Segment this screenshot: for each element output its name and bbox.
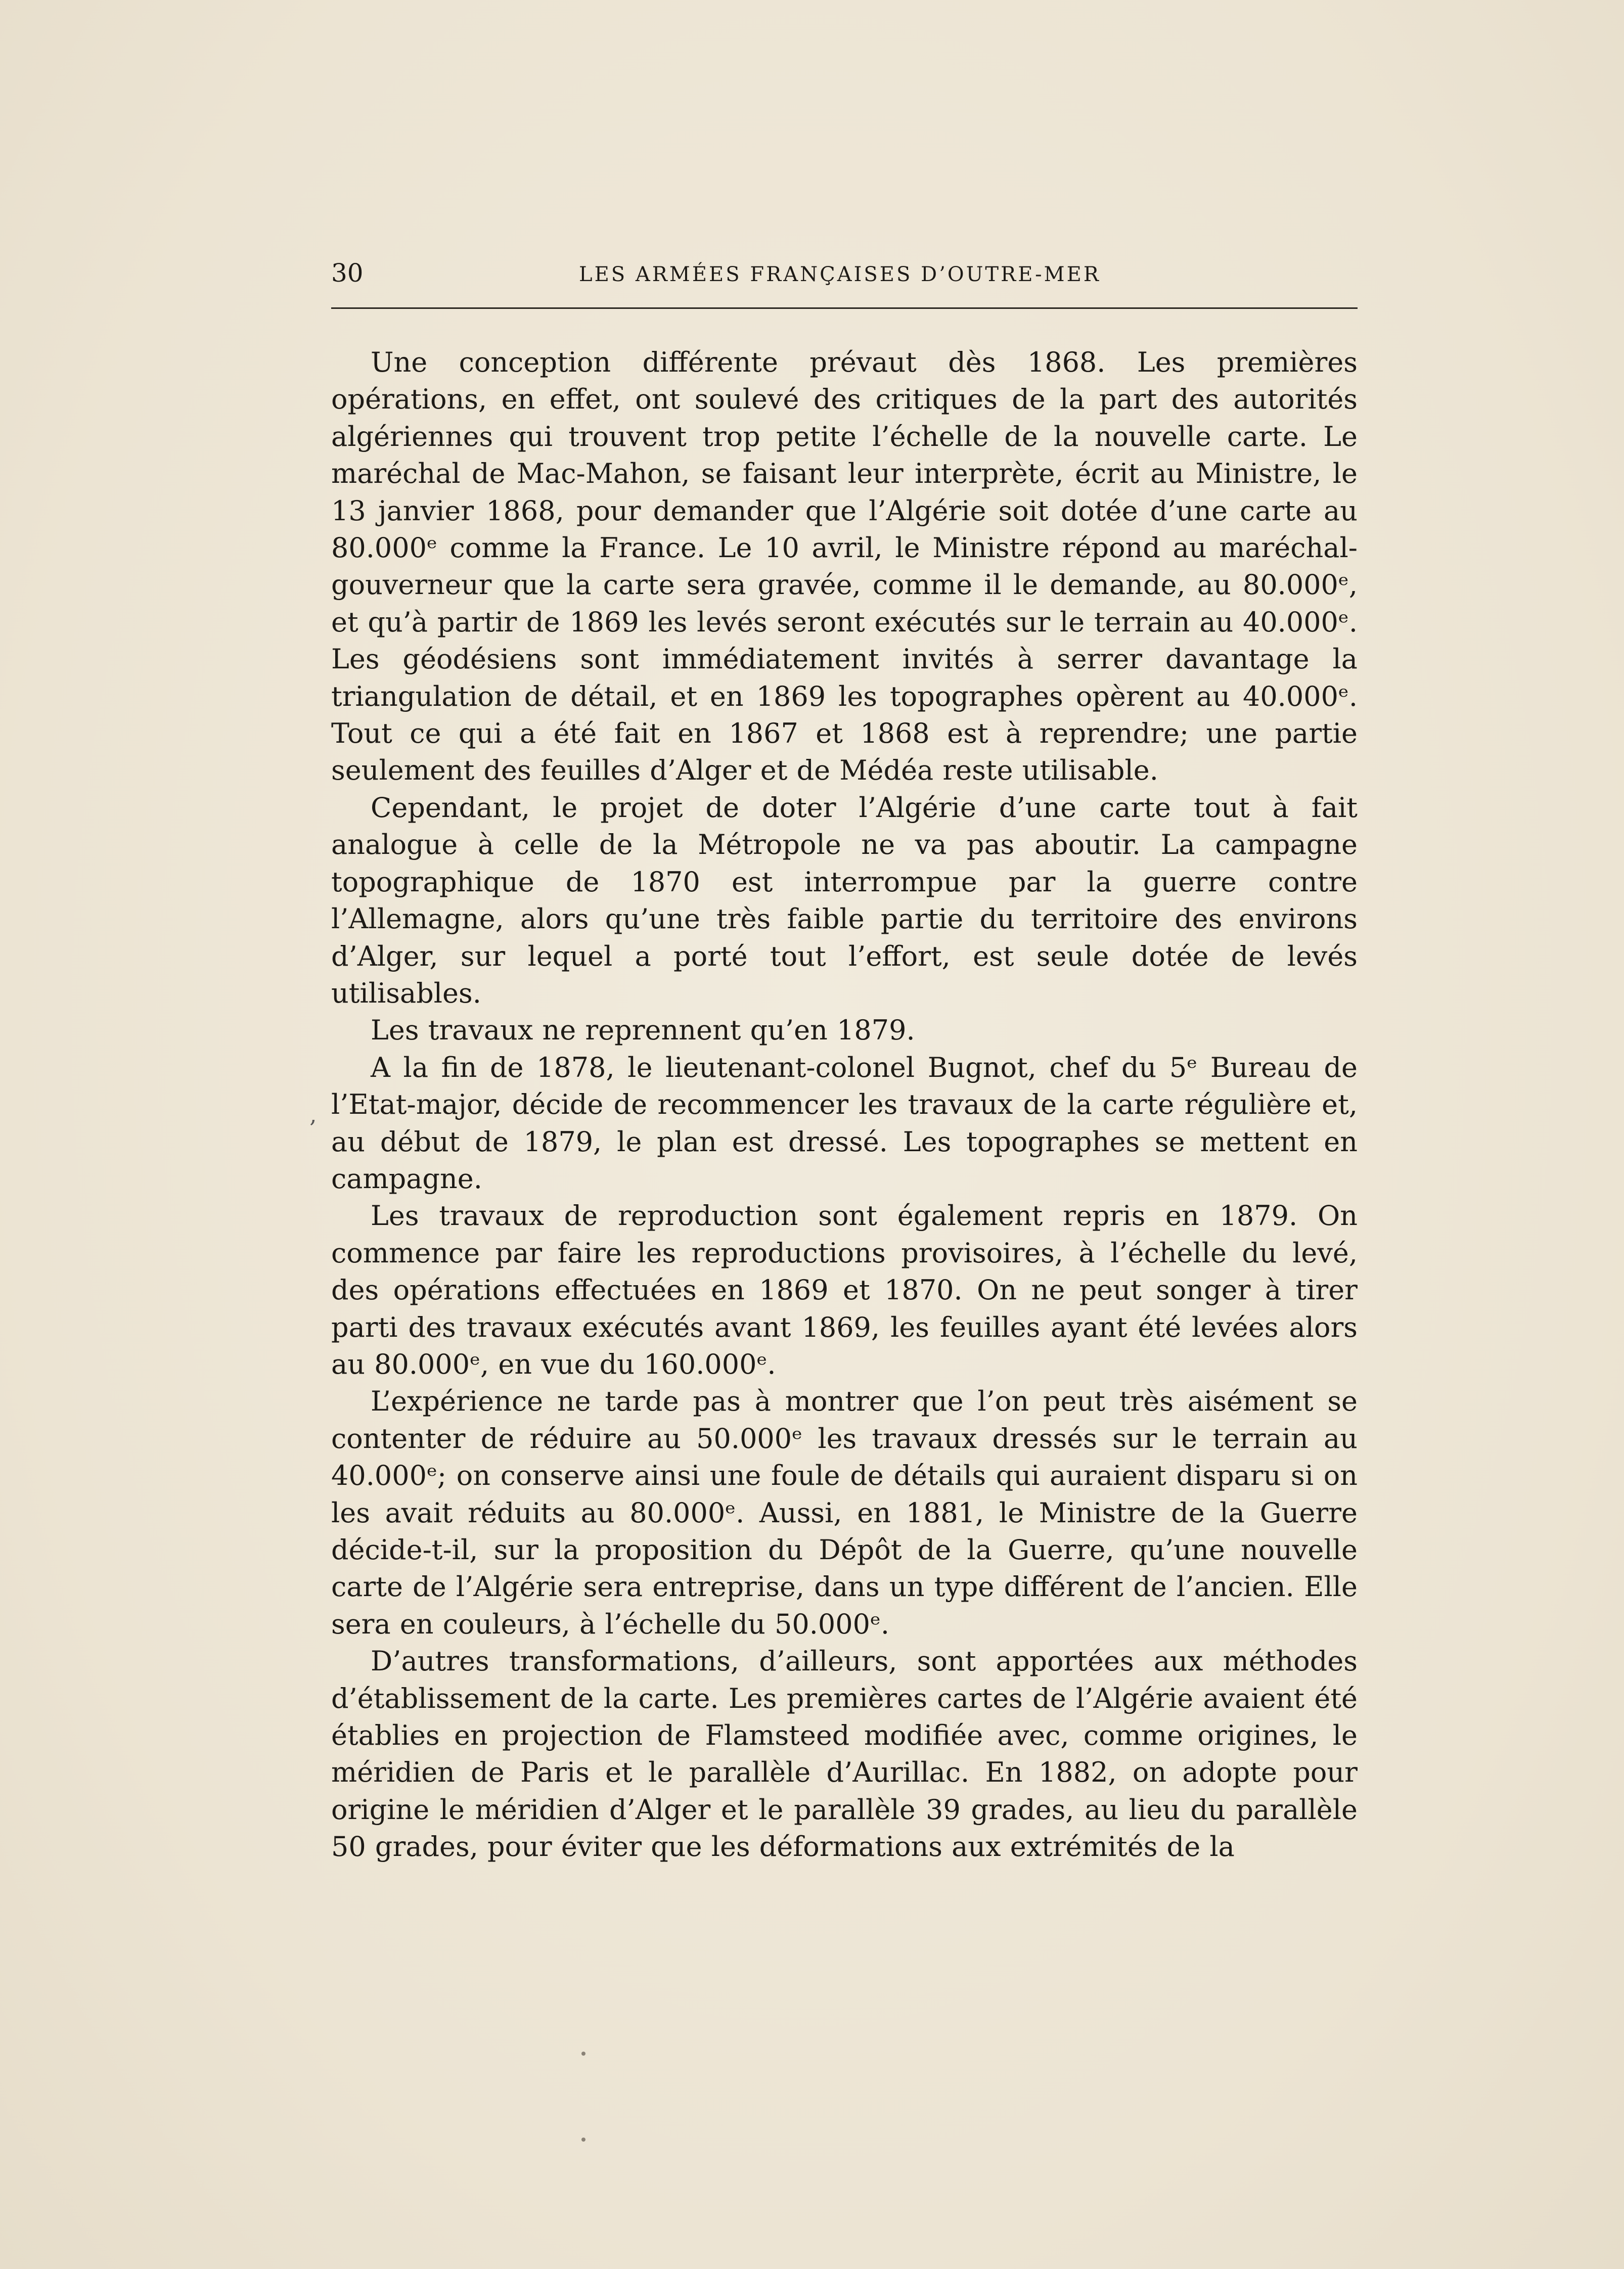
paragraph: L’expérience ne tarde pas à montrer que l’on peut très aisément se contenter de réduire au 50.000ᵉ les travaux dressés sur le terrain au 40.000ᵉ; on conserve ainsi une foule de détails qui auraient disparu si on les avait réduits au 80.000ᵉ. Aussi, en 1881, le Ministre de la Guerre décide-t-il, sur la proposition du Dépôt de la Guerre, qu’une nouvelle carte de l’Algérie sera entreprise, dans un type différent de l’ancien. Elle sera en couleurs, à l’échelle du 50.000ᵉ. <box>331 1385 1358 1640</box>
paragraph: D’autres transformations, d’ailleurs, sont apportées aux méthodes d’établissement de la carte. Les premières cartes de l’Algérie avaient été établies en projection de Flamsteed modifiée avec, comme origines, le méridien de Paris et le parallèle d’Aurillac. En 1882, on adopte pour origine le méridien d’Alger et le parallèle 39 grades, au lieu du parallèle 50 grades, pour éviter que les déformations aux extrémités de la <box>331 1645 1358 1863</box>
paper-speck <box>581 2138 585 2142</box>
body-text <box>331 344 1358 1866</box>
page-number: 30 <box>331 258 364 288</box>
running-title: LES ARMÉES FRANÇAISES D’OUTRE-MER <box>579 263 1101 286</box>
paragraph: Cependant, le projet de doter l’Algérie d’une carte tout à fait analogue à celle de la Métropole ne va pas aboutir. La campagne topographique de 1870 est interrompue par la guerre contre l’Allemagne, alors qu’une très faible partie du territoire des environs d’Alger, sur lequel a porté tout l’effort, est seule dotée de levés utilisables. <box>331 791 1358 1009</box>
paragraph: Une conception différente prévaut dès 1868. Les premières opérations, en effet, ont soulevé des critiques de la part des autorités algériennes qui trouvent trop petite l’échelle de la nouvelle carte. Le maréchal de Mac-Mahon, se faisant leur interprète, écrit au Ministre, le 13 janvier 1868, pour demander que l’Algérie soit dotée d’une carte au 80.000ᵉ comme la France. Le 10 avril, le Ministre répond au maréchal-gouverneur que la carte sera gravée, comme il le demande, au 80.000ᵉ, et qu’à partir de 1869 les levés seront exécutés sur le terrain au 40.000ᵉ. Les géodésiens sont immédiatement invités à serrer davantage la triangulation de détail, et en 1869 les topographes opèrent au 40.000ᵉ. Tout ce qui a été fait en 1867 et 1868 est à reprendre; une partie seulement des feuilles d’Alger et de Médéa reste utilisable. <box>331 346 1358 787</box>
paper-speck <box>581 2052 585 2056</box>
page-header <box>331 258 1358 293</box>
margin-tick-mark: ‚ <box>309 1102 317 1128</box>
paragraph: A la fin de 1878, le lieutenant-colonel Bugnot, chef du 5ᵉ Bureau de l’Etat-major, décide de recommencer les travaux de la carte régulière et, au début de 1879, le plan est dressé. Les topographes se mettent en campagne. <box>331 1051 1358 1195</box>
header-rule <box>331 307 1358 309</box>
paragraph: Les travaux ne reprennent qu’en 1879. <box>371 1014 915 1047</box>
paragraph: Les travaux de reproduction sont également repris en 1879. On commence par faire les reproductions provisoires, à l’échelle du levé, des opérations effectuées en 1869 et 1870. On ne peut songer à tirer parti des travaux exécutés avant 1869, les feuilles ayant été levées alors au 80.000ᵉ, en vue du 160.000ᵉ. <box>331 1200 1358 1380</box>
